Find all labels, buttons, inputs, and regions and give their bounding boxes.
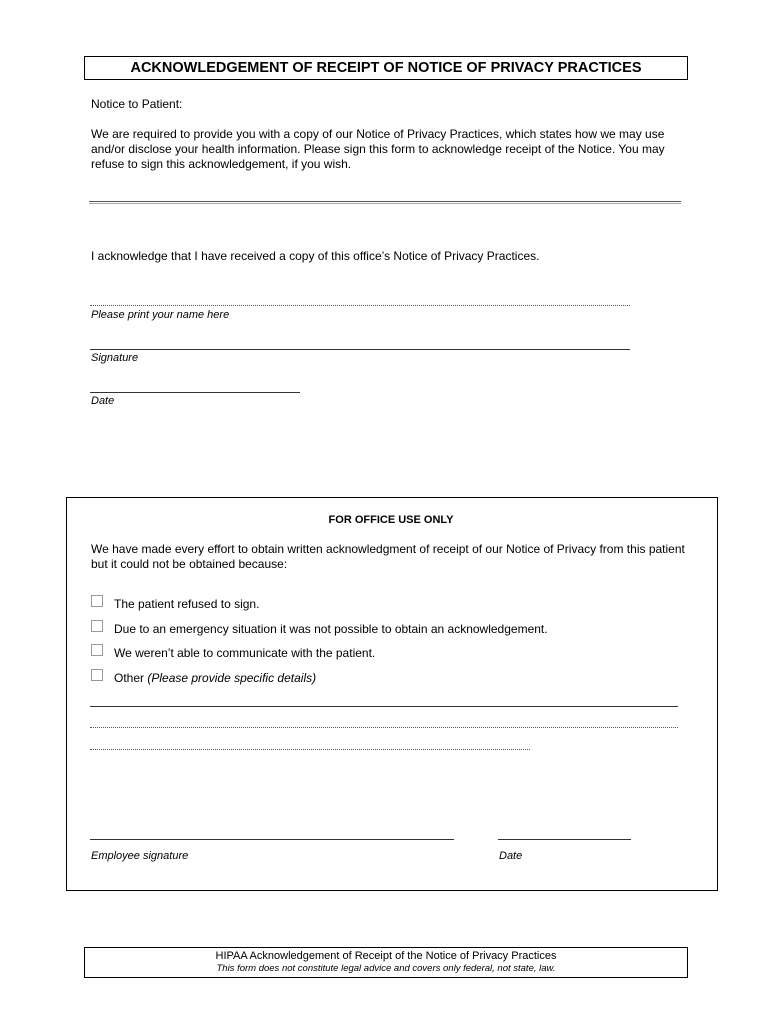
option-other xyxy=(114,671,316,685)
office-intro: We have made every effort to obtain written acknowledgment of receipt of our Notice of Privacy from this patient but it could not be obtained because: xyxy=(91,542,685,571)
date-label: Date xyxy=(91,395,115,407)
office-date-label: Date xyxy=(499,850,523,862)
section-divider-shadow xyxy=(89,203,681,204)
other-checkbox[interactable] xyxy=(91,669,103,681)
notice-paragraph: We are required to provide you with a copy of our Notice of Privacy Practices, which states how we may use and/or disclose your health information. Please sign this form to acknowledge receipt of the Notice. You may refuse to sign this acknowledgement, if you wish. xyxy=(91,127,665,171)
option-refused: The patient refused to sign. xyxy=(114,597,260,611)
acknowledge-statement: I acknowledge that I have received a copy of this office’s Notice of Privacy Practices. xyxy=(91,249,540,263)
footer-title: HIPAA Acknowledgement of Receipt of the Notice of Privacy Practices xyxy=(215,950,557,962)
option-emergency: Due to an emergency situation it was not possible to obtain an acknowledgement. xyxy=(114,622,548,636)
footer-box xyxy=(84,947,688,978)
refused-checkbox[interactable] xyxy=(91,595,103,607)
emergency-checkbox[interactable] xyxy=(91,620,103,632)
office-date-field[interactable] xyxy=(498,839,631,840)
signature-label: Signature xyxy=(91,352,139,364)
date-field[interactable] xyxy=(90,392,300,393)
details-line-1[interactable] xyxy=(90,706,678,707)
print-name-field[interactable] xyxy=(90,305,630,306)
section-divider xyxy=(89,201,681,202)
signature-field[interactable] xyxy=(90,349,630,350)
details-line-2[interactable] xyxy=(90,727,678,728)
office-use-title: FOR OFFICE USE ONLY xyxy=(328,514,454,526)
notice-label: Notice to Patient: xyxy=(91,97,183,111)
employee-signature-label: Employee signature xyxy=(91,850,189,862)
form-title: ACKNOWLEDGEMENT OF RECEIPT OF NOTICE OF PRIVACY PRACTICES xyxy=(84,56,688,80)
communicate-checkbox[interactable] xyxy=(91,644,103,656)
print-name-label: Please print your name here xyxy=(91,309,230,321)
footer-disclaimer: This form does not constitute legal advice and covers only federal, not state, law. xyxy=(216,963,556,974)
details-line-3[interactable] xyxy=(90,749,530,750)
option-other-label: Other xyxy=(114,671,148,685)
option-communicate: We weren’t able to communicate with the patient. xyxy=(114,646,376,660)
employee-signature-field[interactable] xyxy=(90,839,454,840)
option-other-note: (Please provide specific details) xyxy=(147,671,317,685)
